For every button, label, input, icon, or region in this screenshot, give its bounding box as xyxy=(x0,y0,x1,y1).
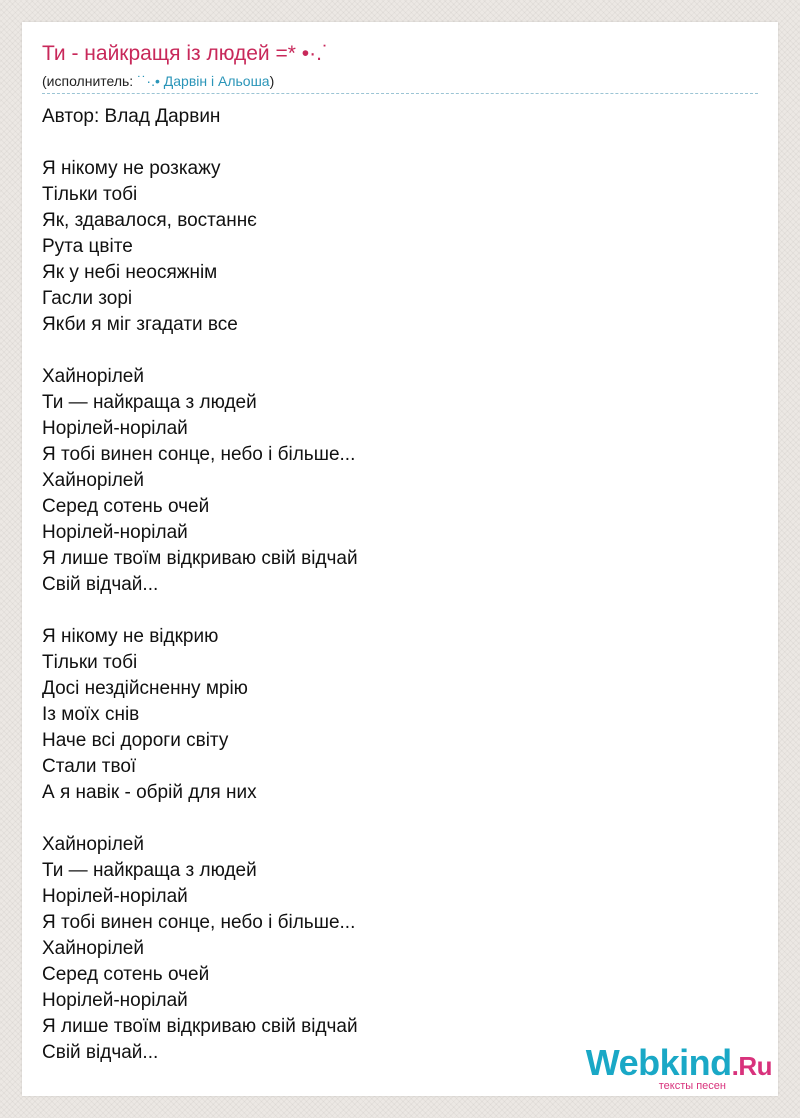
artist-suffix: ) xyxy=(269,73,275,89)
artist-link[interactable]: ˙˙·.• Дарвін і Альоша xyxy=(137,73,270,89)
logo-tagline: тексты песен xyxy=(658,1080,726,1092)
artist-line xyxy=(42,73,274,89)
stanza-gap xyxy=(42,598,358,624)
lyric-line: Я тобі винен сонце, небо і більше... xyxy=(42,912,356,933)
lyric-line: Серед сотень очей xyxy=(42,496,210,517)
lyric-line: Норілей-норілай xyxy=(42,886,188,907)
lyric-line: Я лише твоїм відкриваю свій відчай xyxy=(42,548,358,569)
lyric-line: Наче всі дороги світу xyxy=(42,730,229,751)
lyric-line: Якби я міг згадати все xyxy=(42,314,238,335)
lyric-line: Як у небі неосяжнім xyxy=(42,262,218,283)
lyric-line: Як, здавалося, востаннє xyxy=(42,210,257,231)
lyric-line: Хайнорілей xyxy=(42,470,144,491)
lyric-line: Ти — найкраща з людей xyxy=(42,860,257,881)
header-divider xyxy=(42,93,758,94)
lyric-line: Серед сотень очей xyxy=(42,964,210,985)
lyric-line: Рута цвіте xyxy=(42,236,133,257)
lyric-line: А я навік - обрій для них xyxy=(42,782,257,803)
lyric-line: Із моїх снів xyxy=(42,704,140,725)
lyric-line: Я нікому не відкрию xyxy=(42,626,219,647)
lyric-line: Стали твої xyxy=(42,756,137,777)
lyric-line: Хайнорілей xyxy=(42,834,144,855)
lyric-line: Я тобі винен сонце, небо і більше... xyxy=(42,444,356,465)
lyric-line: Гасли зорі xyxy=(42,288,133,309)
lyric-line: Норілей-норілай xyxy=(42,418,188,439)
stanza-gap xyxy=(42,130,358,156)
lyric-line: Досі нездійсненну мрію xyxy=(42,678,248,699)
lyric-line: Я лише твоїм відкриваю свій відчай xyxy=(42,1016,358,1037)
site-logo[interactable] xyxy=(585,1042,772,1092)
lyric-line: Тільки тобі xyxy=(42,184,138,205)
artist-prefix: (исполнитель: xyxy=(42,73,138,89)
logo-tld: .Ru xyxy=(731,1051,772,1081)
lyric-line: Я нікому не розкажу xyxy=(42,158,221,179)
stanza-gap xyxy=(42,806,358,832)
lyric-line: Свій відчай... xyxy=(42,574,159,595)
lyrics-body xyxy=(42,104,358,1066)
stanza-gap xyxy=(42,338,358,364)
lyric-line: Норілей-норілай xyxy=(42,522,188,543)
lyrics-card xyxy=(22,22,778,1096)
lyrics-author: Автор: Влад Дарвин xyxy=(42,106,221,127)
lyric-line: Хайнорілей xyxy=(42,938,144,959)
lyric-line: Хайнорілей xyxy=(42,366,144,387)
logo-main-text: Webkind xyxy=(585,1042,732,1083)
lyric-line: Свій відчай... xyxy=(42,1042,159,1063)
lyric-line: Тільки тобі xyxy=(42,652,138,673)
lyric-line: Норілей-норілай xyxy=(42,990,188,1011)
lyric-line: Ти — найкраща з людей xyxy=(42,392,257,413)
song-title: Ти - найкращя із людей =* •·.˙ xyxy=(42,42,329,65)
